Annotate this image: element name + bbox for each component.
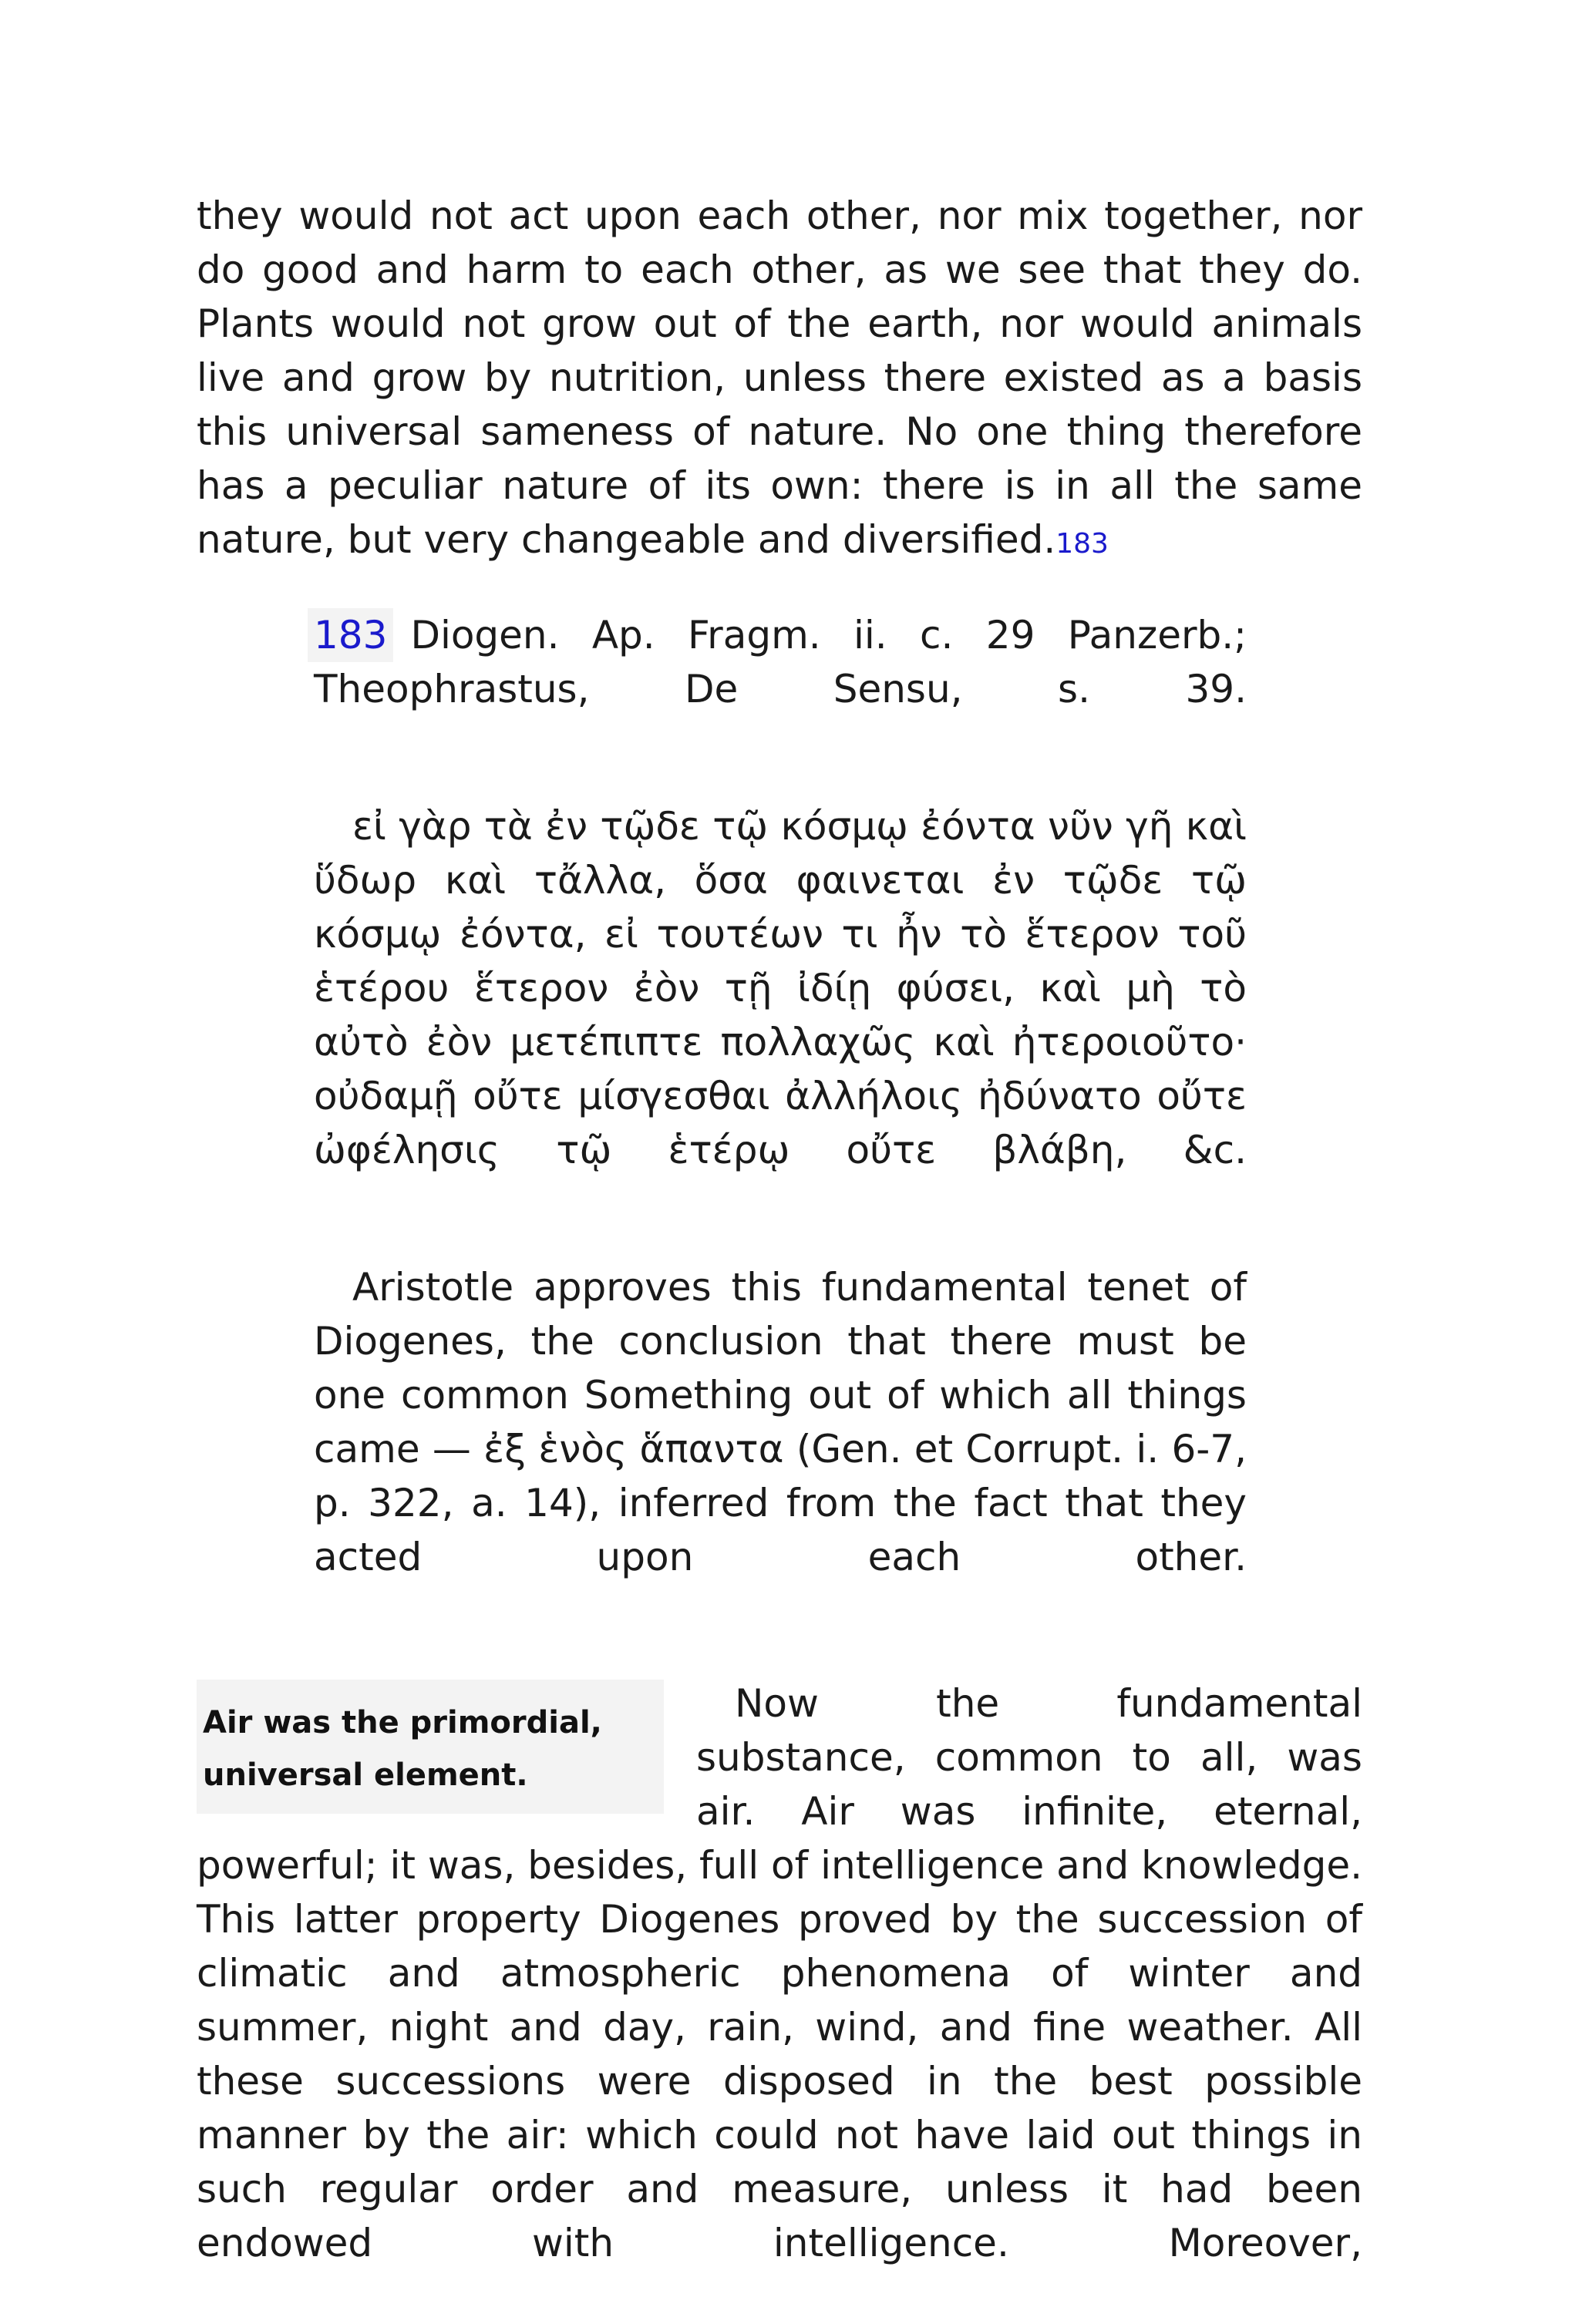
footnote-ref-link[interactable]: 183 bbox=[1055, 528, 1109, 560]
footnote-citation-text: Diogen. Ap. Fragm. ii. c. 29 Panzerb.; Theophrastus, De Sensu, s. 39. bbox=[314, 613, 1247, 711]
footnote-greek-quote: εἰ γὰρ τὰ ἐν τῷδε τῷ κόσμῳ ἐόντα νῦν γῆ καὶ ὕδωρ καὶ τἄλλα, ὅσα φαινεται ἐν τῷδε τῷ κόσμῳ ἐόντα, εἰ τουτέων τι ἦν τὸ ἕτερον τοῦ ἑτέρου ἕτερον ἐὸν τῇ ἰδίῃ φύσει, καὶ μὴ τὸ αὐτὸ ἐὸν μετέπιπτε πολλαχῶς καὶ ἠτεροιοῦτο· οὐδαμῇ οὔτε μίσγεσθαι ἀλλήλοις ἠδύνατο οὔτε ὠφέλησις τῷ ἑτέρῳ οὔτε βλάβη, &c. bbox=[314, 804, 1247, 1172]
footnote-number[interactable]: 183 bbox=[308, 608, 393, 662]
body-paragraph-1 bbox=[197, 189, 1362, 571]
sidenote: Air was the primordial, universal element. bbox=[197, 1680, 664, 1814]
book-page bbox=[197, 189, 1362, 2324]
footnote bbox=[314, 608, 1247, 1638]
body-paragraph-2: Now the fundamental substance, common to all, was air. Air was infinite, eternal, powerful; it was, besides, full of intelligence and knowledge. This latter property Diogenes proved by the succession of climatic and atmospheric phenomena of winter and summer, night and day, rain, wind, and fine weather. All these successions were disposed in the best possible manner by the air: which could not have laid out things in such regular order and measure, unless it had been endowed with intelligence. Moreover, bbox=[197, 1681, 1362, 2265]
footnote-aristotle-note: Aristotle approves this fundamental tenet of Diogenes, the conclusion that there must be one common Something out of which all things came — ἐξ ἑνὸς ἅπαντα (Gen. et Corrupt. i. 6-7, p. 322, a. 14), inferred from the fact that they acted upon each other. bbox=[314, 1265, 1247, 1579]
body-section-2 bbox=[197, 1677, 1362, 2324]
paragraph-1-text: they would not act upon each other, nor mix together, nor do good and harm to each other, as we see that they do. Plants would not grow out of the earth, nor would animals live and grow by nutrition, unless there existed as a basis this universal sameness of nature. No one thing therefore has a peculiar nature of its own: there is in all the same nature, but very changeable and diversified. bbox=[197, 193, 1362, 562]
footnote-citation bbox=[314, 608, 1247, 770]
